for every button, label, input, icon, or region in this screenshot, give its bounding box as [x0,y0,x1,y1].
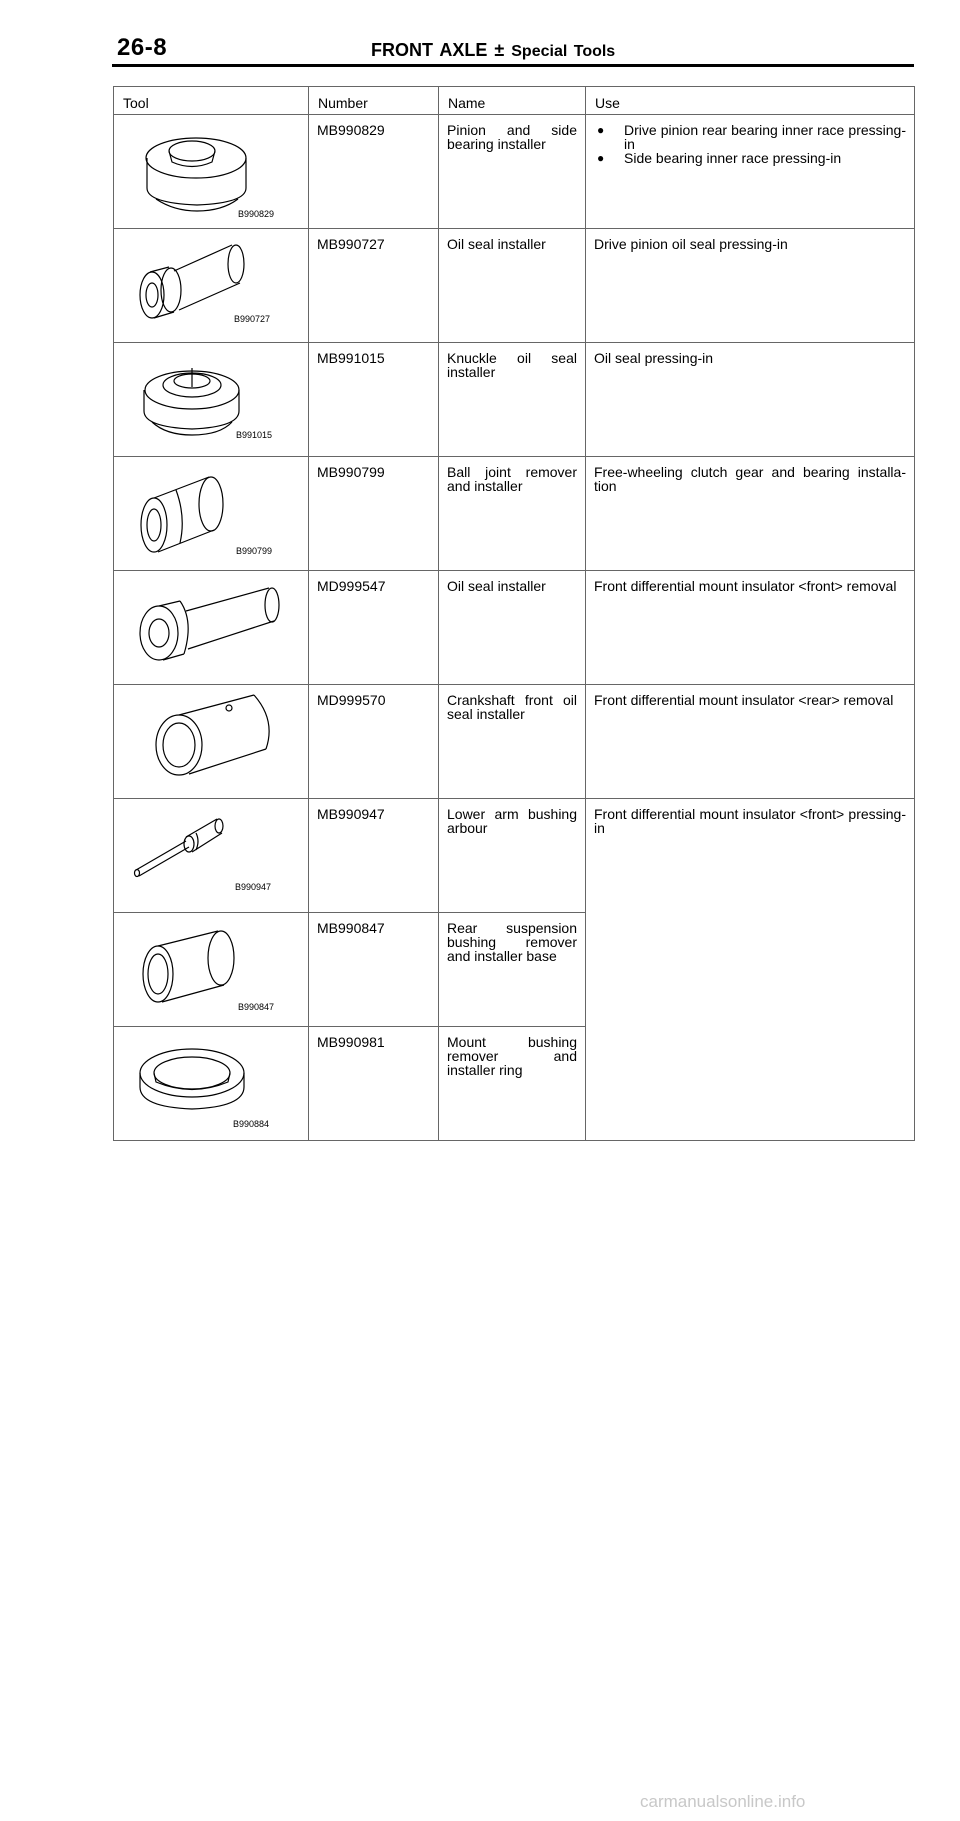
tool-code: B990847 [238,1002,275,1012]
tool-illustration [114,343,309,457]
tool-code: B990884 [233,1119,270,1129]
tool-name: Crankshaft front oil seal installer [439,685,586,799]
tool-name: Pinion and side bearing installer [439,115,586,229]
use-list [594,123,906,165]
crankshaft-seal-installer-drawing [114,685,309,798]
tool-number: MB990829 [309,115,439,229]
tool-illustration [114,799,309,913]
column-header-number: Number [309,87,439,115]
tool-number: MB990799 [309,457,439,571]
tool-use: Free-wheeling clutch gear and bearing installa-tion [586,457,915,571]
title-separator: ± [494,40,505,60]
tool-number: MB990847 [309,913,439,1027]
tool-number: MB991015 [309,343,439,457]
tool-name: Oil seal installer [439,229,586,343]
tool-code: B990799 [236,546,273,556]
tool-name: Oil seal installer [439,571,586,685]
tool-number: MB990727 [309,229,439,343]
watermark: carmanualsonline.info [640,1792,806,1811]
tool-illustration [114,571,309,685]
tool-illustration [114,685,309,799]
tool-code: B990947 [235,882,272,892]
list-item: ● Drive pinion rear bearing inner race pressing-in [597,122,906,152]
header-rule [112,64,914,67]
tool-illustration [114,913,309,1027]
tool-illustration [114,1027,309,1141]
tool-number: MB990981 [309,1027,439,1141]
tool-code: B990727 [234,314,271,324]
table-row [114,457,915,571]
tool-number: MB990947 [309,799,439,913]
tool-number: MD999547 [309,571,439,685]
bullet-icon: ● [597,151,605,165]
tool-name: Rear suspension bushing remover and installer base [439,913,586,1027]
tool-name: Knuckle oil seal installer [439,343,586,457]
table-row [114,229,915,343]
table-row [114,685,915,799]
column-header-name: Name [439,87,586,115]
tool-code: B990829 [238,209,275,219]
tool-use: Oil seal pressing-in [586,343,915,457]
table-row [114,343,915,457]
tool-illustration [114,457,309,571]
table-row [114,115,915,229]
table-row [114,799,915,913]
bushing-remover-base-drawing [114,913,309,1026]
section-title: FRONT AXLE [371,40,488,60]
tool-use: Drive pinion oil seal pressing-in [586,229,915,343]
tool-use [586,115,915,229]
bullet-icon: ● [597,123,605,137]
column-header-tool: Tool [114,87,309,115]
tool-use: Front differential mount insulator <rear> removal [586,685,915,799]
list-item: ● Side bearing inner race pressing-in [597,150,842,166]
tool-code: B991015 [236,430,273,440]
bearing-installer-drawing [114,115,309,228]
table-header-row [114,87,915,115]
tool-use: Front differential mount insulator <front> removal [586,571,915,685]
mount-bushing-ring-drawing [114,1027,309,1140]
page-number: 26-8 [117,34,168,61]
tool-illustration [114,229,309,343]
oil-seal-installer-drawing [114,571,309,684]
tool-name: Ball joint remover and installer [439,457,586,571]
column-header-use: Use [586,87,915,115]
tool-illustration [114,115,309,229]
tool-use: Front differential mount insulator <front> pressing-in [586,799,915,1141]
table-row [114,571,915,685]
knuckle-oil-seal-installer-drawing [114,343,309,456]
special-tools-table [113,86,915,1141]
tool-name: Lower arm bushing arbour [439,799,586,913]
tool-number: MD999570 [309,685,439,799]
page-title [371,40,615,61]
oil-seal-installer-drawing [114,229,309,342]
tool-name: Mount bushing remover and installer ring [439,1027,586,1141]
bushing-arbour-drawing [114,799,309,912]
section-subtitle: Special Tools [511,43,616,60]
ball-joint-remover-drawing [114,457,309,570]
